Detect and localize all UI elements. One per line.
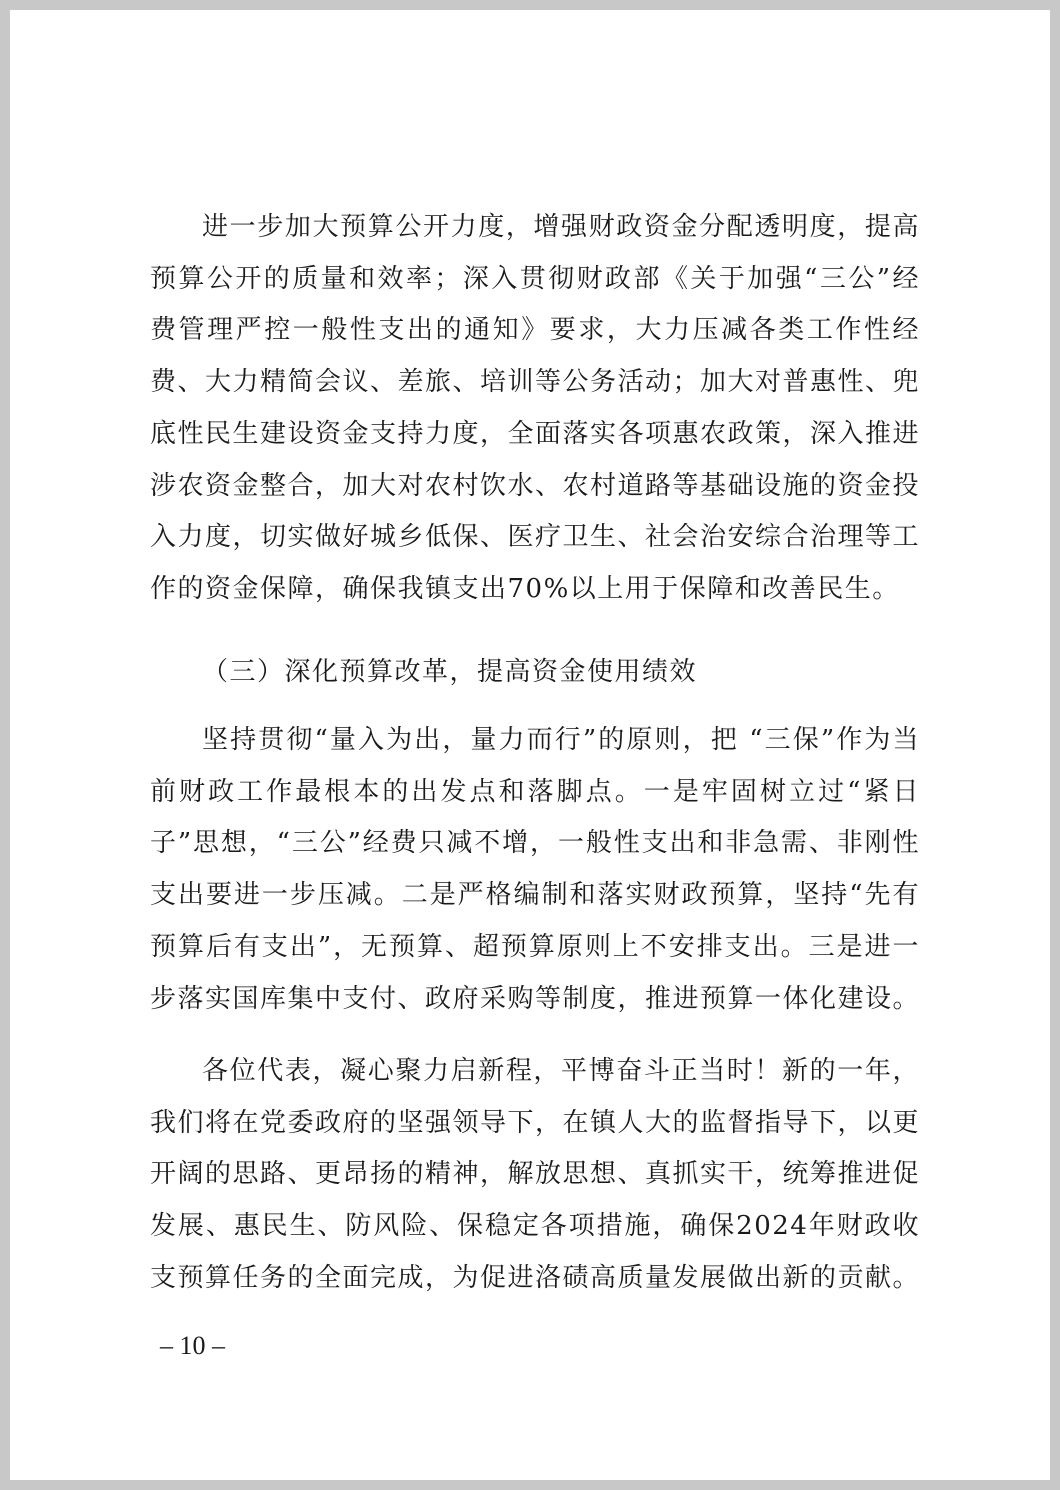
paragraph-closing-remarks: 各位代表，凝心聚力启新程，平博奋斗正当时！新的一年，我们将在党委政府的坚强领导下，在镇人大的监督指导下，以更开阔的思路、更昂扬的精神，解放思想、真抓实干，统筹推进促发展、惠民生、防风险、保稳定各项措施，确保2024年财政收支预算任务的全面完成，为促进洛碛高质量发展做出新的贡献。 bbox=[150, 1056, 921, 1293]
page-number: – 10 – bbox=[160, 1331, 225, 1360]
document-page bbox=[10, 10, 1050, 1480]
paragraph-budget-transparency: 进一步加大预算公开力度，增强财政资金分配透明度，提高预算公开的质量和效率；深入贯彻财政部《关于加强“三公”经费管理严控一般性支出的通知》要求，大力压减各类工作性经费、大力精简会议、差旅、培训等公务活动；加大对普惠性、兜底性民生建设资金支持力度，全面落实各项惠农政策，深入推进涉农资金整合，加大对农村饮水、农村道路等基础设施的资金投入力度，切实做好城乡低保、医疗卫生、社会治安综合治理等工作的资金保障，确保我镇支出70%以上用于保障和改善民生。 bbox=[150, 212, 921, 604]
section-heading-budget-reform: （三）深化预算改革，提高资金使用绩效 bbox=[202, 657, 698, 687]
paragraph-budget-principles: 坚持贯彻“量入为出，量力而行”的原则，把 “三保”作为当前财政工作最根本的出发点和落脚点。一是牢固树立过“紧日子”思想，“三公”经费只减不增，一般性支出和非急需、非刚性支出要进一步压减。二是严格编制和落实财政预算，坚持“先有预算后有支出”，无预算、超预算原则上不安排支出。三是进一步落实国库集中支付、政府采购等制度，推进预算一体化建设。 bbox=[150, 725, 921, 1014]
